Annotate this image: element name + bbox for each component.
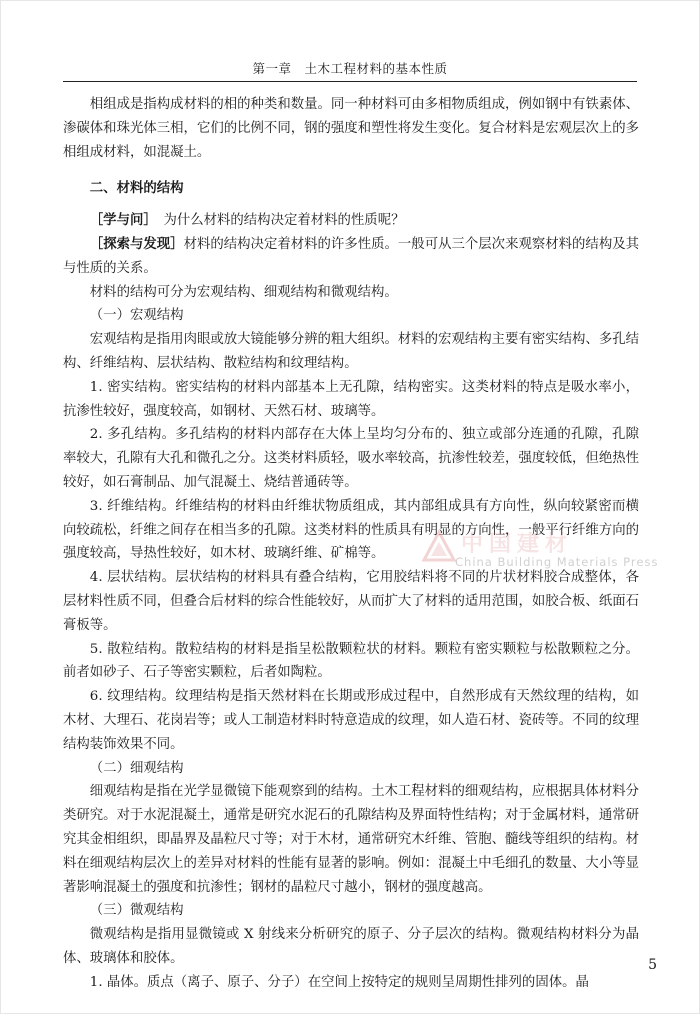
watermark-english: China Building Materials Press (455, 555, 659, 569)
macro-item-6: 6. 纹理结构。纹理结构是指天然材料在长期或形成过程中，自然形成有天然纹理的结构，如木材、大理石、花岗岩等；或人工制造材料时特意造成的纹理，如人造石材、瓷砖等。不同的纹理结构装饰效果不同。 (63, 689, 639, 752)
macro-item-5: 5. 散粒结构。散粒结构的材料是指呈松散颗粒状的材料。颗粒有密实颗粒与松散颗粒之分。前者如砂子、石子等密实颗粒，后者如陶粒。 (63, 641, 639, 681)
page-body (63, 93, 639, 994)
micro-subheading: （三）微观结构 (89, 903, 184, 919)
running-title: 第一章 土木工程材料的基本性质 (252, 61, 448, 76)
explore-tag: ［探索与发现］ (89, 235, 184, 252)
running-head (63, 59, 637, 82)
explore-paragraph (63, 233, 639, 281)
qa-tag: ［学与问］ (89, 212, 151, 229)
paragraph-intro: 相组成是指构成材料的相的种类和数量。同一种材料可由多相物质组成，例如钢中有铁素体、渗碳体和珠光体三相，它们的比例不同，钢的强度和塑性将发生变化。复合材料是宏观层次上的多相组成材料，如混凝土。 (63, 97, 639, 160)
macro-subheading: （一）宏观结构 (89, 308, 184, 324)
micro-paragraph: 微观结构是指用显微镜或 X 射线来分析研究的原子、分子层次的结构。微观结构材料分为晶体、玻璃体和胶体。 (63, 927, 639, 966)
section-heading: 二、材料的结构 (89, 180, 184, 197)
macro-item-1: 1. 密实结构。密实结构的材料内部基本上无孔隙，结构密实。这类材料的特点是吸水率小，抗渗性较好，强度较高，如钢材、天然石材、玻璃等。 (63, 379, 639, 419)
qa-paragraph (63, 209, 639, 233)
macro-item-3: 3. 纤维结构。纤维结构的材料由纤维状物质组成，其内部组成具有方向性，纵向较紧密而横向较疏松，纤维之间存在相当多的孔隙。这类材料的性质具有明显的方向性，一般平行纤维方向的强度较高，导热性较好，如木材、玻璃纤维、矿棉等。 (63, 498, 639, 562)
qa-text: 为什么材料的结构决定着材料的性质呢？ (150, 213, 405, 229)
macro-item-4: 4. 层状结构。层状结构的材料具有叠合结构，它用胶结料将不同的片状材料胶合成整体，各层材料性质不同，但叠合后材料的综合性能较好，从而扩大了材料的适用范围，如胶合板、纸面石膏板等。 (63, 570, 639, 633)
meso-paragraph: 细观结构是指在光学显微镜下能观察到的结构。土木工程材料的细观结构，应根据具体材料分类研究。对于水泥混凝土，通常是研究水泥石的孔隙结构及界面特性结构；对于金属材料，通常研究其金相组织，即晶界及晶粒尺寸等；对于木材，通常研究木纤维、管胞、髓线等组织的结构。材料在细观结构层次上的差异对材料的性能有显著的影响。例如：混凝土中毛细孔的数量、大小等显著影响混凝土的强度和抗渗性；钢材的晶粒尺寸越小，钢材的强度越高。 (63, 784, 639, 895)
levels-intro: 材料的结构可分为宏观结构、细观结构和微观结构。 (89, 284, 398, 300)
macro-item-2: 2. 多孔结构。多孔结构的材料内部存在大体上呈均匀分布的、独立或部分连通的孔隙，孔隙率较大，孔隙有大孔和微孔之分。这类材料质轻，吸水率较高，抗渗性较差，强度较低，但绝热性较好，如石膏制品、加气混凝土、烧结普通砖等。 (63, 427, 639, 490)
crystal-paragraph: 1. 晶体。质点（离子、原子、分子）在空间上按特定的规则呈周期性排列的固体。晶 (89, 974, 589, 990)
page-number: 5 (648, 957, 657, 973)
macro-definition: 宏观结构是指用肉眼或放大镜能够分辨的粗大组织。材料的宏观结构主要有密实结构、多孔结构、纤维结构、层状结构、散粒结构和纹理结构。 (63, 332, 639, 371)
watermark-chinese: 中国建材 (461, 532, 574, 557)
meso-subheading: （二）细观结构 (89, 760, 184, 776)
explore-text: 材料的结构决定着材料的许多性质。一般可从三个层次来观察材料的结构及其与性质的关系。 (63, 236, 640, 276)
